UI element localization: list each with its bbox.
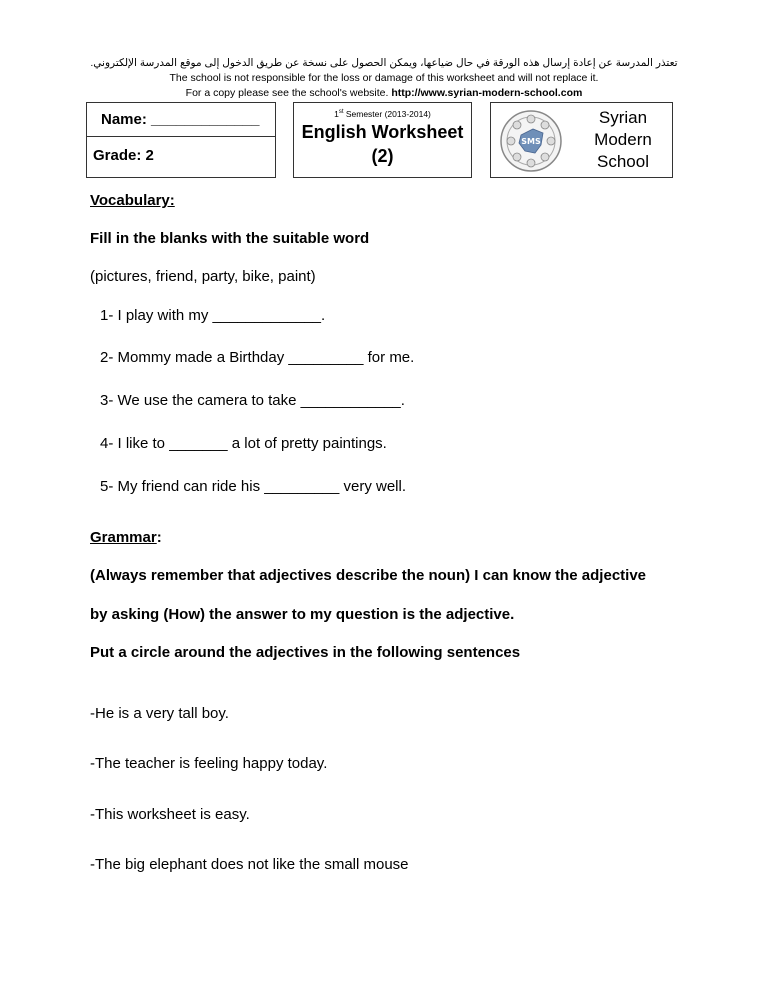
grammar-sentence-3: -This worksheet is easy. <box>90 806 250 823</box>
semester-label: 1st Semester (2013-2014) <box>334 109 431 119</box>
grammar-sentence-4: -The big elephant does not like the small mouse <box>90 856 409 873</box>
vocab-item-4: 4- I like to _______ a lot of pretty paintings. <box>100 435 387 452</box>
grammar-rule-line-2: by asking (How) the answer to my question is the adjective. <box>90 606 515 623</box>
worksheet-title-box <box>293 102 472 178</box>
vocabulary-instruction: Fill in the blanks with the suitable word <box>90 230 370 247</box>
vocab-item-3: 3- We use the camera to take ____________. <box>100 392 405 409</box>
grammar-sentence-1: -He is a very tall boy. <box>90 705 229 722</box>
vocabulary-heading: Vocabulary: <box>90 192 175 209</box>
disclaimer-english: The school is not responsible for the loss or damage of this worksheet and will not replace it. <box>169 72 599 84</box>
website-link[interactable]: http://www.syrian-modern-school.com <box>391 87 583 99</box>
disclaimer <box>0 56 768 101</box>
grammar-sentence-2: -The teacher is feeling happy today. <box>90 755 328 772</box>
worksheet-number: (2) <box>371 146 394 166</box>
disclaimer-arabic: تعتذر المدرسة عن إعادة إرسال هذه الورقة في حال ضياعها، ويمكن الحصول على نسخة عن طريق الدخول إلى موقع المدرسة الإلكتروني. <box>90 57 678 69</box>
worksheet-title: English Worksheet <box>301 122 464 142</box>
school-box <box>490 102 673 178</box>
grade-label: Grade: 2 <box>93 147 154 164</box>
word-bank: (pictures, friend, party, bike, paint) <box>90 268 316 285</box>
vocab-item-5: 5- My friend can ride his _________ very well. <box>100 478 406 495</box>
copy-note-line <box>0 86 768 101</box>
grammar-instruction: Put a circle around the adjectives in the following sentences <box>90 644 521 661</box>
grammar-heading: Grammar: <box>90 529 162 546</box>
school-logo-icon <box>499 109 563 173</box>
name-field[interactable]: Name: _____________ <box>87 103 275 137</box>
grammar-rule-line-1: (Always remember that adjectives describe the noun) I can know the adjective <box>90 567 647 584</box>
student-info-box <box>86 102 276 178</box>
vocab-item-1: 1- I play with my _____________. <box>100 307 326 324</box>
school-name: Syrian Modern School <box>594 108 652 171</box>
vocab-item-2: 2- Mommy made a Birthday _________ for me. <box>100 349 415 366</box>
svg-text:SMS: SMS <box>521 137 541 146</box>
copy-note: For a copy please see the school's website. <box>185 87 389 99</box>
